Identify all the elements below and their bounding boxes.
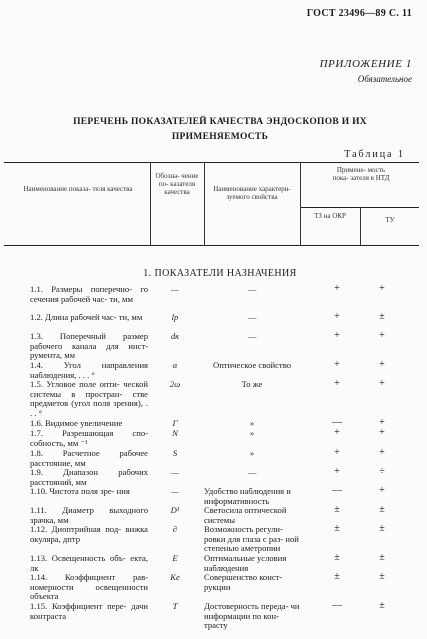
row-tu: + bbox=[379, 417, 385, 428]
document-title-line-1: ПЕРЕЧЕНЬ ПОКАЗАТЕЛЕЙ КАЧЕСТВА ЭНДОСКОПОВ И ИХ bbox=[73, 117, 367, 127]
row-name: 1.7. Разрешающая спо- собность, мм ⁻¹ bbox=[30, 428, 148, 448]
row-tu: + bbox=[379, 427, 385, 438]
document-title-line-2: ПРИМЕНЯЕМОСТЬ bbox=[171, 132, 269, 142]
row-name: 1.3. Поперечный размер рабочего канала для инст- румента, мм bbox=[30, 331, 148, 360]
row-name: 1.11. Диаметр выходного зрачка, мм bbox=[30, 505, 148, 525]
row-name: 1.9. Диапазон рабочих расстояний, мм bbox=[30, 467, 148, 487]
row-property: » bbox=[249, 428, 255, 438]
row-name: 1.10. Чистота поля зре- ния bbox=[30, 486, 130, 496]
row-tu: + bbox=[379, 330, 385, 341]
document-title bbox=[30, 115, 410, 145]
row-property: Возможность регули- ровки для глаза с раз- ной степенью аметропии bbox=[204, 524, 299, 553]
row-tu: ± bbox=[379, 600, 385, 611]
row-property: — bbox=[247, 284, 257, 294]
row-tz: ± bbox=[334, 552, 340, 563]
row-tz: — bbox=[332, 600, 342, 611]
row-name: 1.8. Расчетное рабочее расстояние, мм bbox=[30, 448, 148, 468]
row-tu: + bbox=[379, 359, 385, 370]
row-property: — bbox=[247, 312, 257, 322]
row-tu: ÷ bbox=[379, 466, 385, 477]
row-name: 1.15. Коэффициент пере- дачи контраста bbox=[30, 601, 148, 621]
row-property: Достоверность переда- чи информации по кон- трасту bbox=[204, 601, 300, 630]
row-tu: + bbox=[379, 447, 385, 458]
row-tz: ± bbox=[334, 523, 340, 534]
table-number: Таблица 1 bbox=[344, 149, 405, 160]
row-name: 1.1. Размеры поперечно- го сечения рабочей час- ти, мм bbox=[30, 284, 148, 304]
appendix-status: Обязательное bbox=[357, 74, 412, 84]
row-symbol: E bbox=[172, 553, 178, 563]
row-property: Оптическое свойство bbox=[212, 360, 291, 370]
row-name: 1.14. Коэффициент рав- номерности освещенности объекта bbox=[30, 572, 148, 601]
row-symbol: Kе bbox=[170, 572, 180, 582]
col-header-name: Наименование показа- теля качества bbox=[23, 185, 133, 193]
row-tz: + bbox=[334, 378, 340, 389]
row-tz: + bbox=[334, 427, 340, 438]
row-symbol: — bbox=[171, 486, 179, 496]
row-property: Совершенство конст- рукции bbox=[204, 572, 283, 592]
row-name: 1.4. Угол направления наблюдения, . . . ° bbox=[30, 360, 148, 380]
row-property: Удобство наблюдения и информативность bbox=[204, 486, 291, 506]
column-divider bbox=[360, 207, 361, 245]
row-symbol: 2ω bbox=[169, 379, 181, 389]
row-property: То же bbox=[241, 379, 263, 389]
row-property: Светосила оптической системы bbox=[204, 505, 287, 525]
row-tz: — bbox=[332, 417, 342, 428]
row-name: 1.2. Длина рабочей час- ти, мм bbox=[30, 312, 143, 322]
row-symbol: D¹ bbox=[170, 505, 180, 515]
col-header-tz: ТЗ на ОКР bbox=[314, 212, 346, 220]
row-tu: ± bbox=[379, 311, 385, 322]
section-heading: 1. ПОКАЗАТЕЛИ НАЗНАЧЕНИЯ bbox=[143, 268, 297, 279]
row-tu: + bbox=[379, 283, 385, 294]
row-tu: + bbox=[379, 378, 385, 389]
row-symbol: α bbox=[172, 360, 178, 370]
row-symbol: lр bbox=[171, 312, 179, 322]
col-header-ntd: Примене- мость пока- зателя в НТД bbox=[332, 166, 390, 182]
page-header-code: ГОСТ 23496—89 С. 11 bbox=[306, 8, 412, 19]
row-symbol: ∂ bbox=[172, 524, 178, 534]
row-tz: + bbox=[334, 466, 340, 477]
row-property: » bbox=[249, 448, 255, 458]
row-symbol: N bbox=[172, 428, 178, 438]
column-divider bbox=[204, 162, 205, 245]
appendix-title: ПРИЛОЖЕНИЕ 1 bbox=[319, 58, 412, 70]
row-tz: + bbox=[334, 359, 340, 370]
row-tu: ± bbox=[379, 571, 385, 582]
row-tu: ± bbox=[379, 523, 385, 534]
row-property: — bbox=[247, 331, 257, 341]
col-header-property: Наименование характери- зуемого свойства bbox=[213, 185, 291, 201]
table-header-bottom-rule bbox=[4, 245, 419, 246]
table-top-rule bbox=[4, 162, 419, 163]
row-symbol: — bbox=[171, 284, 179, 294]
row-name: 1.5. Угловое поле опти- ческой системы в простран- стве предметов (угол поля зрения), . . . ° bbox=[30, 379, 148, 418]
row-symbol: — bbox=[171, 467, 179, 477]
row-name: 1.6. Видимое увеличение bbox=[30, 418, 123, 428]
row-property: — bbox=[247, 467, 257, 477]
row-tu: + bbox=[379, 485, 385, 496]
row-tz: ± bbox=[334, 571, 340, 582]
row-symbol: T bbox=[172, 601, 178, 611]
row-name: 1.12. Диоптрийная под- вижка окуляра, дптр bbox=[30, 524, 148, 544]
row-tz: + bbox=[334, 447, 340, 458]
column-divider bbox=[150, 162, 151, 245]
row-tz: + bbox=[334, 311, 340, 322]
col-header-symbol: Обозна- чение по- казателя качества bbox=[155, 172, 199, 196]
row-name: 1.13. Освещенность объ- екта, лк bbox=[30, 553, 148, 573]
column-divider bbox=[300, 162, 301, 245]
row-property: » bbox=[249, 418, 255, 428]
row-symbol: dк bbox=[170, 331, 180, 341]
row-tz: + bbox=[334, 283, 340, 294]
col-header-tu: ТУ bbox=[385, 216, 395, 224]
row-tu: ± bbox=[379, 504, 385, 515]
row-tz: ± bbox=[334, 504, 340, 515]
row-tz: + bbox=[334, 330, 340, 341]
row-tz: — bbox=[332, 485, 342, 496]
row-symbol: Г bbox=[172, 418, 178, 428]
row-tu: ± bbox=[379, 552, 385, 563]
row-symbol: S bbox=[172, 448, 178, 458]
row-property: Оптимальные условия наблюдения bbox=[204, 553, 287, 573]
